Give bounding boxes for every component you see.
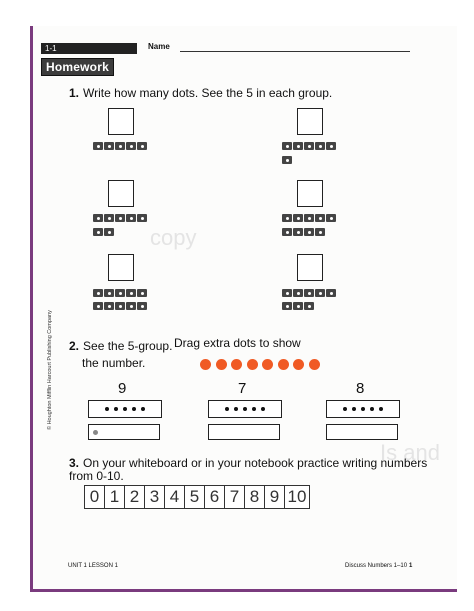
number-strip <box>85 485 310 509</box>
digit-cell: 3 <box>144 485 165 509</box>
answer-box[interactable] <box>297 108 323 135</box>
digit-cell: 5 <box>184 485 205 509</box>
extra-dots <box>282 228 325 236</box>
five-frame <box>326 400 400 418</box>
digit-cell: 4 <box>164 485 185 509</box>
question-1 <box>69 86 332 100</box>
drag-dot[interactable] <box>309 359 320 370</box>
digit-cell: 2 <box>124 485 145 509</box>
name-label: Name <box>148 42 170 51</box>
digit-cell: 9 <box>264 485 285 509</box>
question-text: On your whiteboard or in your notebook practice writing numbers from 0-10. <box>69 456 428 483</box>
five-group <box>93 214 147 222</box>
five-group <box>93 142 147 150</box>
digit-cell: 10 <box>284 485 310 509</box>
drop-frame[interactable] <box>326 424 398 440</box>
question-text-cont: the number. <box>82 356 146 370</box>
question-text: Write how many dots. See the 5 in each group. <box>83 86 333 100</box>
name-line[interactable] <box>180 51 410 52</box>
drag-instruction: Drag extra dots to show <box>174 336 301 350</box>
digit-cell: 0 <box>84 485 105 509</box>
digit-cell: 8 <box>244 485 265 509</box>
five-group <box>282 214 336 222</box>
five-frame <box>208 400 282 418</box>
target-number: 8 <box>356 380 365 397</box>
digit-cell: 1 <box>104 485 125 509</box>
digit-cell: 6 <box>204 485 225 509</box>
question-3 <box>69 457 429 483</box>
drag-dot[interactable] <box>231 359 242 370</box>
drag-dot[interactable] <box>200 359 211 370</box>
drop-frame[interactable] <box>208 424 280 440</box>
drag-dot[interactable] <box>278 359 289 370</box>
drag-dot[interactable] <box>262 359 273 370</box>
digit-cell: 7 <box>224 485 245 509</box>
answer-box[interactable] <box>297 254 323 281</box>
question-number: 2. <box>69 339 80 353</box>
extra-dots <box>282 302 314 310</box>
five-group <box>282 142 336 150</box>
answer-box[interactable] <box>108 180 134 207</box>
question-number: 3. <box>69 456 80 470</box>
drag-dot[interactable] <box>293 359 304 370</box>
drag-dot[interactable] <box>247 359 258 370</box>
lesson-tag: 1-1 <box>41 43 137 54</box>
five-frame <box>88 400 162 418</box>
homework-title: Homework <box>41 58 114 76</box>
drop-frame[interactable] <box>88 424 160 440</box>
five-group <box>93 289 147 297</box>
answer-box[interactable] <box>108 254 134 281</box>
extra-dots <box>93 302 147 310</box>
drag-dot[interactable] <box>216 359 227 370</box>
extra-dots <box>282 156 292 164</box>
answer-box[interactable] <box>108 108 134 135</box>
footer-left: UNIT 1 LESSON 1 <box>68 563 118 569</box>
page-number: 1 <box>409 563 413 569</box>
target-number: 9 <box>118 380 127 397</box>
question-text: See the 5-group. <box>83 339 173 353</box>
question-2 <box>69 339 172 353</box>
five-group <box>282 289 336 297</box>
ghost-text: copy <box>150 225 197 250</box>
ghost-text: Is and <box>380 440 440 465</box>
question-number: 1. <box>69 86 80 100</box>
target-number: 7 <box>238 380 247 397</box>
answer-box[interactable] <box>297 180 323 207</box>
copyright-text: © Houghton Mifflin Harcourt Publishing Company <box>47 310 53 430</box>
footer-right: Discuss Numbers 1–10 <box>345 563 408 569</box>
extra-dots <box>93 228 114 236</box>
